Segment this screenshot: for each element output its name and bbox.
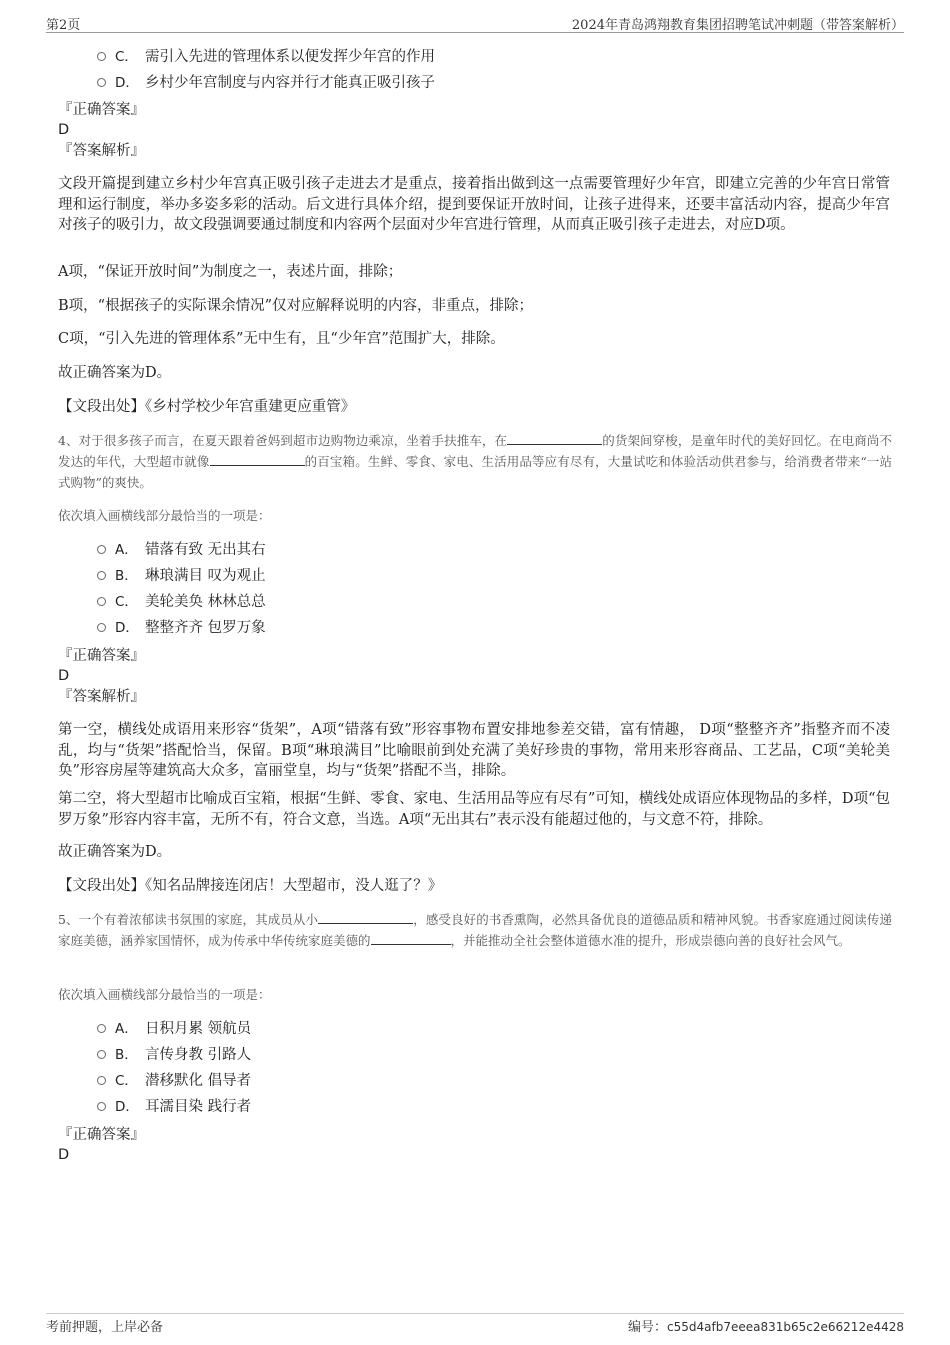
q3-answer-label: 『正确答案』 xyxy=(58,102,145,118)
q3-analysis-label: 『答案解析』 xyxy=(58,143,145,159)
q4-analysis-label: 『答案解析』 xyxy=(58,689,145,705)
q4-stem: 4、对于很多孩子而言，在夏天跟着爸妈到超市边购物边乘凉，坐着手扶推车，在 的货架间穿梭，是童年时代的美好回忆。在电商尚不发达的年代，大型超市就像 的百宝箱。生鲜、零食、家电、生活用品等应有尽有，大量试吃和体验活动供君参与，给消费者带来“一站式购物”的爽快。 xyxy=(58,433,892,490)
radio-icon[interactable] xyxy=(97,545,106,554)
q3-source: 【文段出处】《乡村学校少年宫重建更应重管》 xyxy=(58,399,356,415)
q5-answer: D xyxy=(58,1147,70,1163)
radio-icon[interactable] xyxy=(97,1076,106,1085)
radio-icon[interactable] xyxy=(97,1024,106,1033)
q3-option-c[interactable]: C． 需引入先进的管理体系以便发挥少年宫的作用 xyxy=(97,47,435,67)
q4-answer: D xyxy=(58,668,70,684)
q5-option-c[interactable]: C． 潜移默化 倡导者 xyxy=(97,1071,251,1091)
q4-option-c[interactable]: C． 美轮美奂 林林总总 xyxy=(97,592,266,612)
radio-icon[interactable] xyxy=(97,571,106,580)
q5-stem: 5、一个有着浓郁读书氛围的家庭，其成员从小 ，感受良好的书香熏陶，必然具备优良的道德品质和精神风貌。书香家庭通过阅读传递家庭美德，涵养家国情怀，成为传承中华传统家庭美德的 ，并能推动全社会整体道德水准的提升，形成崇德向善的良好社会风气。 xyxy=(58,912,893,948)
blank-1 xyxy=(507,432,602,445)
q3-answer: D xyxy=(58,122,70,138)
q3-conclusion: 故正确答案为D。 xyxy=(58,365,172,381)
radio-icon[interactable] xyxy=(97,52,106,61)
q4-prompt: 依次填入画横线部分最恰当的一项是： xyxy=(58,508,271,523)
radio-icon[interactable] xyxy=(97,1102,106,1111)
q4-analysis-first: 第一空，横线处成语用来形容“货架”，A项“错落有致”形容事物布置安排地参差交错，富有情趣， D项“整整齐齐”指整齐而不凌乱，均与“货架”搭配恰当，保留。B项“琳琅满目”比喻眼前到处充满了美好珍贵的事物，常用来形容商品、工艺品，C项“美轮美奂”形容房屋等建筑高大众多，富丽堂皇，均与“货架”搭配不当，排除。 xyxy=(58,722,890,779)
q4-answer-label: 『正确答案』 xyxy=(58,648,145,664)
radio-icon[interactable] xyxy=(97,623,106,632)
q3-analysis-b: B项，“根据孩子的实际课余情况”仅对应解释说明的内容，非重点，排除； xyxy=(58,298,533,314)
q3-analysis-c: C项，“引入先进的管理体系”无中生有，且“少年宫”范围扩大，排除。 xyxy=(58,331,505,347)
q5-option-b[interactable]: B． 言传身教 引路人 xyxy=(97,1045,251,1065)
page-header xyxy=(46,14,904,33)
q5-option-a[interactable]: A． 日积月累 领航员 xyxy=(97,1019,251,1039)
q3-analysis-a: A项，“保证开放时间”为制度之一，表述片面，排除； xyxy=(58,264,403,280)
blank-2 xyxy=(210,453,305,466)
footer-slogan: 考前押题，上岸必备 xyxy=(46,1320,164,1335)
q4-analysis-second: 第二空，将大型超市比喻成百宝箱，根据“生鲜、零食、家电、生活用品等应有尽有”可知，横线处成语应体现物品的多样，D项“包罗万象”形容内容丰富，无所不有，符合文意，当选。A项“无出其右”表示没有能超过他的，与文意不符，排除。 xyxy=(58,791,890,828)
q4-option-b[interactable]: B． 琳琅满目 叹为观止 xyxy=(97,566,266,586)
q3-option-d[interactable]: D． 乡村少年宫制度与内容并行才能真正吸引孩子 xyxy=(97,73,435,93)
page-footer xyxy=(46,1313,904,1336)
q4-conclusion: 故正确答案为D。 xyxy=(58,844,172,860)
radio-icon[interactable] xyxy=(97,1050,106,1059)
q3-analysis-main: 文段开篇提到建立乡村少年宫真正吸引孩子走进去才是重点，接着指出做到这一点需要管理好少年宫，即建立完善的少年宫日常管理和运行制度，举办多姿多彩的活动。后文进行具体介绍，提到要保证开放时间，让孩子进得来，还要丰富活动内容，提高少年宫对孩子的吸引力，故文段强调要通过制度和内容两个层面对少年宫进行管理，从而真正吸引孩子走进去，对应D项。 xyxy=(58,176,890,233)
q5-prompt: 依次填入画横线部分最恰当的一项是： xyxy=(58,987,271,1002)
q5-answer-label: 『正确答案』 xyxy=(58,1127,145,1143)
radio-icon[interactable] xyxy=(97,78,106,87)
q4-source: 【文段出处】《知名品牌接连闭店！大型超市，没人逛了？》 xyxy=(58,878,443,894)
q5-option-d[interactable]: D． 耳濡目染 践行者 xyxy=(97,1097,251,1117)
radio-icon[interactable] xyxy=(97,597,106,606)
document-code: 编号：c55d4afb7eeea831b65c2e66212e4428 xyxy=(628,1320,904,1335)
q4-option-d[interactable]: D． 整整齐齐 包罗万象 xyxy=(97,618,266,638)
document-title: 2024年青岛鸿翔教育集团招聘笔试冲刺题（带答案解析） xyxy=(571,18,904,33)
blank-2 xyxy=(371,932,451,945)
blank-1 xyxy=(318,911,413,924)
page-number: 第2页 xyxy=(46,18,81,33)
q4-option-a[interactable]: A． 错落有致 无出其右 xyxy=(97,540,266,560)
